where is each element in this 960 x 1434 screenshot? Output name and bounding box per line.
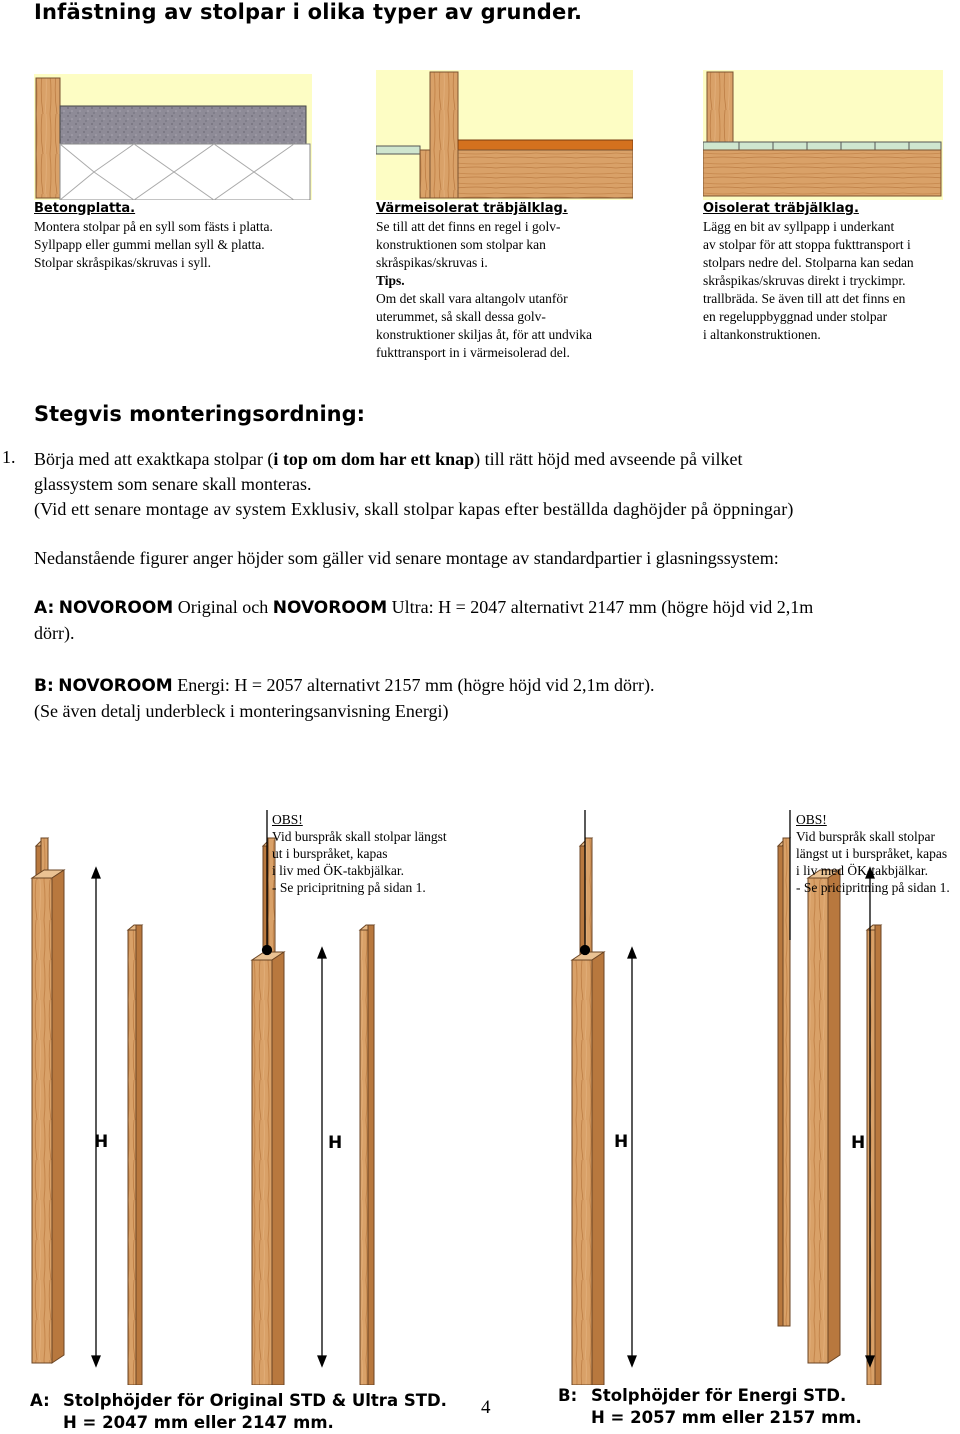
spec-text: Original och xyxy=(173,597,273,617)
height-label: H xyxy=(94,1132,109,1152)
section-heading: Stegvis monteringsordning: xyxy=(34,402,366,426)
uninsulated-timber-floor-illustration xyxy=(703,70,943,200)
obs-line: Vid burspråk skall stolpar längst xyxy=(272,829,447,844)
obs-line: Vid burspråk skall stolpar xyxy=(796,829,936,844)
caption-text: H = 2057 mm eller 2157 mm. xyxy=(591,1408,862,1427)
note-text: Nedanstående figurer anger höjder som gäller vid senare montage av standardpartier i glasningssystem: xyxy=(34,548,779,568)
height-label: H xyxy=(614,1132,629,1152)
caption-line: Syllpapp eller gummi mellan syll & platta. xyxy=(34,237,265,252)
caption-line: trallbräda. Se även till att det finns en xyxy=(703,291,906,306)
step-number: 1. xyxy=(2,447,16,467)
spec-b xyxy=(34,673,939,724)
spec-label: A: xyxy=(34,598,55,618)
post-a-knob xyxy=(252,952,284,1385)
caption-label: A: xyxy=(30,1391,50,1410)
caption-line: Lägg en bit av syllpapp i underkant xyxy=(703,219,895,234)
caption-text: Stolphöjder för Original STD & Ultra STD. xyxy=(63,1391,447,1410)
post-right-short xyxy=(867,925,881,1385)
caption-line: Montera stolpar på en syll som fästs i platta. xyxy=(34,219,273,234)
obs-title: OBS! xyxy=(272,812,303,827)
caption-line: Stolpar skråspikas/skruvas i syll. xyxy=(34,255,211,270)
obs-line: längst ut i burspråket, kapas xyxy=(796,846,948,861)
caption-heading: Betongplatta. xyxy=(34,201,136,216)
post-b-std xyxy=(808,870,840,1363)
spec-text: dörr). xyxy=(34,623,75,643)
brand-name: NOVOROOM xyxy=(272,598,388,618)
step-text: glassystem som senare skall monteras. xyxy=(34,474,312,494)
step-emphasis: i top om dom har ett knap xyxy=(273,449,475,469)
caption-line: skråspikas/skruvas direkt i tryckimpr. xyxy=(703,273,906,288)
spec-text: (Se även detalj underbleck i monteringsanvisning Energi) xyxy=(34,701,449,721)
obs-line: ut i burspråket, kapas xyxy=(272,846,388,861)
caption-label: B: xyxy=(558,1386,578,1405)
caption-insulated-timber xyxy=(376,200,676,362)
caption-line: en regeluppbyggnad under stolpar xyxy=(703,309,888,324)
dimension-lines xyxy=(92,810,874,1366)
step-1-text xyxy=(34,447,939,522)
obs-line: i liv med ÖK-takbjälkar. xyxy=(796,863,928,878)
height-label: H xyxy=(328,1133,343,1153)
post-mid-left-short xyxy=(360,925,374,1385)
caption-text: Stolphöjder för Energi STD. xyxy=(591,1386,847,1405)
spec-label: B: xyxy=(34,676,54,696)
page-number: 4 xyxy=(481,1397,491,1418)
spec-a xyxy=(34,595,939,646)
obs-line: - Se pricipritning på sidan 1. xyxy=(272,880,426,895)
tips-label: Tips. xyxy=(376,273,405,288)
spec-text: Energi: H = 2057 alternativt 2157 mm (högre höjd vid 2,1m dörr). xyxy=(172,675,655,695)
obs-title: OBS! xyxy=(796,812,827,827)
brand-name: NOVOROOM xyxy=(58,676,173,696)
heights-note xyxy=(34,546,939,571)
spec-text: Ultra: H = 2047 alternativt 2147 mm (högre höjd vid 2,1m xyxy=(387,597,814,617)
caption-line: i altankonstruktionen. xyxy=(703,327,821,342)
caption-concrete-slab xyxy=(34,200,354,272)
caption-line: uterummet, så skall dessa golv- xyxy=(376,309,546,324)
step-text: (Vid ett senare montage av system Exklusiv, skall stolpar kapas efter beställda daghöjder på öppningar) xyxy=(34,499,794,519)
obs-note-right xyxy=(796,811,950,896)
caption-line: konstruktioner skiljas åt, för att undvika xyxy=(376,327,592,342)
obs-line: i liv med ÖK-takbjälkar. xyxy=(272,863,404,878)
caption-line: Se till att det finns en regel i golv- xyxy=(376,219,561,234)
post-left-short xyxy=(128,925,142,1385)
post-right-tall xyxy=(778,838,790,1326)
obs-note-left xyxy=(272,811,447,896)
caption-line: Om det skall vara altangolv utanför xyxy=(376,291,568,306)
caption-line: av stolpar för att stoppa fukttransport i xyxy=(703,237,911,252)
insulated-timber-floor-illustration xyxy=(376,70,633,200)
caption-line: stolpars nedre del. Stolparna kan sedan xyxy=(703,255,914,270)
caption-uninsulated-timber xyxy=(703,200,960,344)
caption-heading: Oisolerat träbjälklag. xyxy=(703,201,859,216)
caption-line: konstruktionen som stolpar kan xyxy=(376,237,546,252)
caption-text: H = 2047 mm eller 2147 mm. xyxy=(63,1413,334,1432)
caption-heading: Värmeisolerat träbjälklag. xyxy=(376,201,568,216)
post-b-knob xyxy=(572,952,604,1385)
caption-line: fukttransport in i värmeisolerad del. xyxy=(376,345,570,360)
height-label: H xyxy=(851,1133,866,1153)
brand-name: NOVOROOM xyxy=(58,598,174,618)
caption-b xyxy=(558,1385,862,1429)
caption-line: skråspikas/skruvas i. xyxy=(376,255,488,270)
obs-line: - Se pricipritning på sidan 1. xyxy=(796,880,950,895)
post-a-std xyxy=(32,870,64,1363)
caption-a xyxy=(30,1390,447,1434)
concrete-slab-illustration xyxy=(34,74,312,200)
step-text: ) till rätt höjd med avseende på vilket xyxy=(474,449,743,469)
step-text: Börja med att exaktkapa stolpar ( xyxy=(34,449,274,469)
page-title: Infästning av stolpar i olika typer av grunder. xyxy=(34,0,583,24)
